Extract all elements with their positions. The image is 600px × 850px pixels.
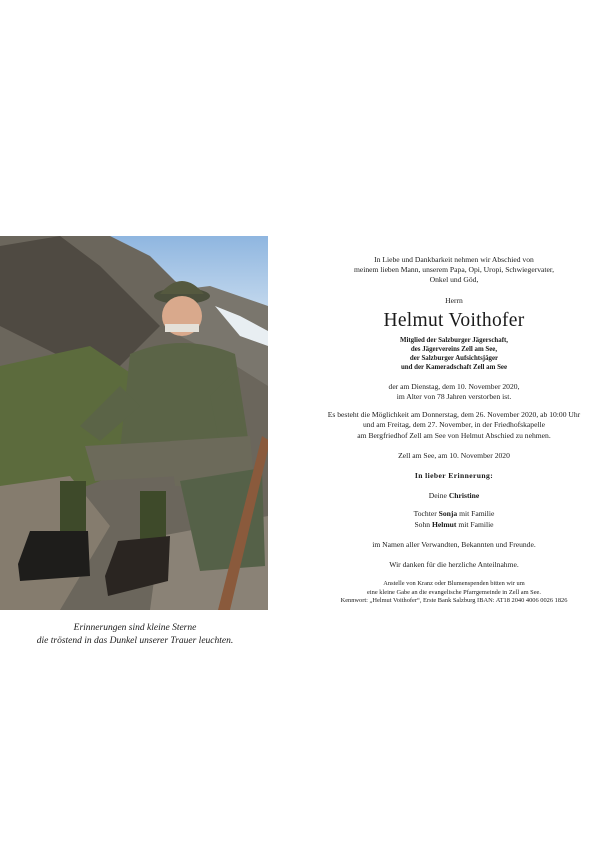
- son-name: Helmut: [431, 519, 457, 529]
- farewell-line-2: und am Freitag, dem 27. November, in der Friedhofskapelle: [362, 420, 546, 430]
- daughter-line: [308, 509, 600, 519]
- obituary-text: [308, 255, 600, 606]
- daughter-prefix: Tochter: [413, 509, 439, 519]
- donation-line-3: Kennwort: „Helmut Voithofer“, Erste Bank Salzburg IBAN: AT18 2040 4006 0026 1826: [340, 597, 568, 605]
- son-prefix: Sohn: [414, 519, 432, 529]
- membership-line-2: des Jägervereins Zell am See,: [410, 345, 498, 353]
- thanks-line: Wir danken für die herzliche Anteilnahme.: [389, 560, 519, 570]
- intro-line-3: Onkel und Göd,: [429, 275, 479, 285]
- membership-line-1: Mitglied der Salzburger Jägerschaft,: [399, 336, 509, 344]
- intro-line-1: In Liebe und Dankbarkeit nehmen wir Abschied von: [374, 255, 534, 264]
- death-line-1: der am Dienstag, dem 10. November 2020,: [388, 381, 520, 391]
- wife-prefix: Deine: [428, 491, 449, 501]
- deceased-name: Helmut Voithofer: [383, 309, 525, 331]
- farewell-line-3: am Bergfriedhof Zell am See von Helmut Abschied zu nehmen.: [357, 430, 551, 440]
- donation-line-1: Anstelle von Kranz oder Blumenspenden bitten wir um: [383, 580, 525, 588]
- quote-line-2: die tröstend in das Dunkel unserer Trauer leuchten.: [36, 636, 234, 646]
- relatives-line: im Namen aller Verwandten, Bekannten und Freunde.: [372, 539, 536, 549]
- membership-line-3: der Salzburger Aufsichtsjäger: [409, 354, 499, 362]
- quote-line-1: Erinnerungen sind kleine Sterne: [73, 623, 197, 633]
- death-line-2: im Alter von 78 Jahren verstorben ist.: [396, 392, 512, 402]
- wife-name: Christine: [448, 491, 480, 501]
- donation-line-2: eine kleine Gabe an die evangelische Pfarrgemeinde in Zell am See.: [367, 588, 541, 596]
- son-suffix: mit Familie: [456, 519, 494, 529]
- memorial-quote: [0, 622, 270, 648]
- wife-line: [308, 491, 600, 501]
- son-line: [308, 520, 600, 530]
- daughter-suffix: mit Familie: [457, 509, 495, 519]
- salutation: Herrn: [445, 295, 463, 305]
- place-date: Zell am See, am 10. November 2020: [398, 450, 510, 460]
- membership-line-4: und der Kameradschaft Zell am See: [400, 363, 508, 371]
- in-memory-heading: In lieber Erinnerung:: [414, 471, 494, 481]
- daughter-name: Sonja: [438, 509, 458, 519]
- memorial-photo: [0, 236, 268, 610]
- farewell-line-1: Es besteht die Möglichkeit am Donnerstag, dem 26. November 2020, ab 10:00 Uhr: [327, 410, 581, 420]
- intro-line-2: meinem lieben Mann, unserem Papa, Opi, Uropi, Schwiegervater,: [353, 265, 555, 275]
